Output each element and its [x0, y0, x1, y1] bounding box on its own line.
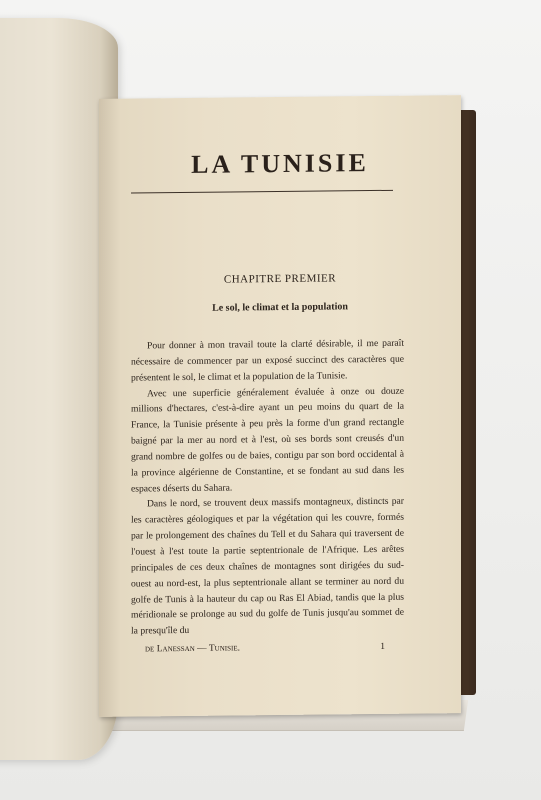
paragraph: Dans le nord, se trouvent deux massifs montagneux, distincts par les caractères géologiques et par la végétation qui les couvre, formés par le prolongement des chaînes du Tell et du Sahara qui traversent de l'ouest à l'est toute la partie septentrionale de l'Afrique. Les arêtes principales de ces deux chaînes de montagnes sont dirigées du sud-ouest au nord-est, la plus septentrionale allant se terminer au nord du golfe de Tunis à la hauteur du cap ou Ras El Abiad, tandis que la plus méridionale se prolonge au sud du golfe de Tunis jusqu'au sommet de la presqu'île du — [131, 496, 404, 637]
chapter-heading: CHAPITRE PREMIER — [223, 272, 337, 286]
paragraph: Pour donner à mon travail toute la clarté désirable, il me paraît nécessaire de commencer par un exposé succinct des caractères que présentent le sol, le climat et la population de la Tunisie. — [131, 337, 404, 384]
paragraph: Avec une superficie généralement évaluée à onze ou douze millions d'hectares, c'est-à-dire ayant un peu moins du quart de la France, la Tunisie présente à peu près la forme d'un grand rectangle baigné par la mer au nord et à l'est, où ses bords sont creusés d'un grand nombre de golfes ou de baies, contigu par son bord occidental à la province algérienne de Constantine, et se fondant au sud dans les espaces déserts du Sahara. — [131, 385, 404, 495]
signature-mark: 1 — [380, 641, 385, 652]
body-text — [131, 336, 404, 640]
right-page — [99, 95, 461, 717]
footer-author: de Lanessan — Tunisie. — [145, 643, 240, 655]
page-title: LA TUNISIE — [191, 148, 369, 179]
title-rule — [131, 190, 393, 194]
page-footer — [145, 642, 385, 655]
chapter-subtitle: Le sol, le climat et la population — [212, 301, 348, 314]
